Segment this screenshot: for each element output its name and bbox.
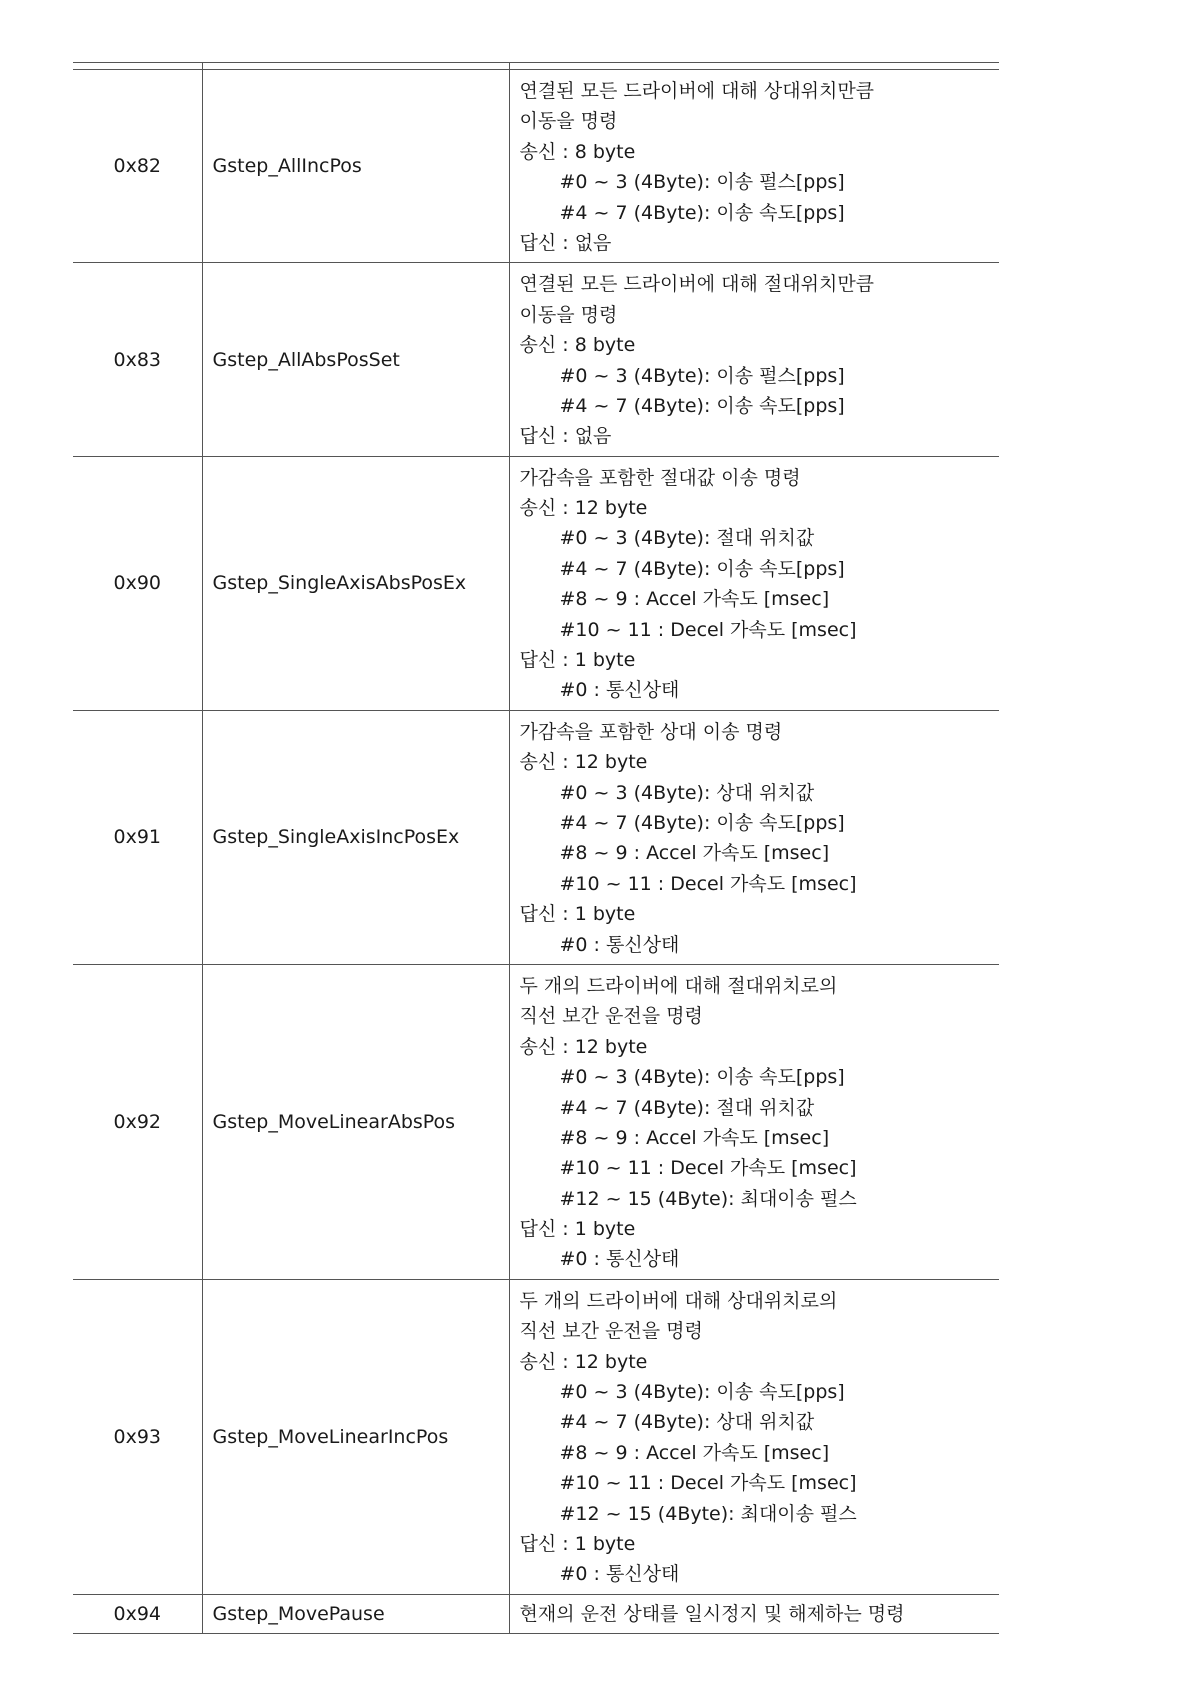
command-code: 0x93 bbox=[73, 1279, 202, 1594]
command-name: Gstep_MoveLinearIncPos bbox=[202, 1279, 509, 1594]
command-name: Gstep_SingleAxisIncPosEx bbox=[202, 710, 509, 964]
table-row bbox=[73, 1279, 999, 1594]
description-line: #12 ~ 15 (4Byte): 최대이송 펄스 bbox=[559, 1502, 857, 1525]
description-line: #10 ~ 11 : Decel 가속도 [msec] bbox=[559, 1472, 857, 1495]
description-line: 송신 : 8 byte bbox=[519, 334, 636, 357]
description-line: 송신 : 12 byte bbox=[519, 751, 648, 774]
command-description bbox=[509, 1594, 999, 1633]
description-line: #8 ~ 9 : Accel 가속도 [msec] bbox=[559, 1126, 830, 1149]
description-line: 연결된 모든 드라이버에 대해 절대위치만큼 bbox=[519, 273, 875, 296]
description-line: #0 ~ 3 (4Byte): 이송 속도[pps] bbox=[559, 1066, 845, 1089]
description-line: #4 ~ 7 (4Byte): 이송 속도[pps] bbox=[559, 394, 845, 417]
command-table-body bbox=[73, 63, 999, 1634]
command-name: Gstep_AllAbsPosSet bbox=[202, 263, 509, 456]
command-table bbox=[73, 62, 999, 1634]
command-name: Gstep_AllIncPos bbox=[202, 70, 509, 263]
description-line: #8 ~ 9 : Accel 가속도 [msec] bbox=[559, 842, 830, 865]
description-line: #0 ~ 3 (4Byte): 이송 펄스[pps] bbox=[559, 171, 845, 194]
command-code: 0x83 bbox=[73, 263, 202, 456]
table-row bbox=[73, 456, 999, 710]
description-line: #0 : 통신상태 bbox=[559, 1248, 680, 1271]
spacer-cell bbox=[202, 63, 509, 70]
table-row bbox=[73, 710, 999, 964]
description-line: 답신 : 1 byte bbox=[519, 649, 636, 672]
description-line: #4 ~ 7 (4Byte): 절대 위치값 bbox=[559, 1096, 815, 1119]
description-line: #10 ~ 11 : Decel 가속도 [msec] bbox=[559, 1157, 857, 1180]
command-name: Gstep_MoveLinearAbsPos bbox=[202, 964, 509, 1279]
description-line: #0 ~ 3 (4Byte): 절대 위치값 bbox=[559, 527, 815, 550]
description-line: 가감속을 포함한 절대값 이송 명령 bbox=[519, 466, 801, 489]
description-line: 두 개의 드라이버에 대해 상대위치로의 bbox=[519, 1289, 838, 1312]
table-row bbox=[73, 964, 999, 1279]
table-row bbox=[73, 70, 999, 263]
command-description bbox=[509, 456, 999, 710]
description-line: 직선 보간 운전을 명령 bbox=[519, 1320, 703, 1343]
description-line: #0 : 통신상태 bbox=[559, 933, 680, 956]
description-line: 답신 : 없음 bbox=[519, 425, 612, 448]
description-line: #8 ~ 9 : Accel 가속도 [msec] bbox=[559, 588, 830, 611]
description-line: #4 ~ 7 (4Byte): 이송 속도[pps] bbox=[559, 811, 845, 834]
command-description bbox=[509, 70, 999, 263]
description-line: #0 ~ 3 (4Byte): 상대 위치값 bbox=[559, 781, 815, 804]
description-line: #4 ~ 7 (4Byte): 이송 속도[pps] bbox=[559, 201, 845, 224]
description-line: #0 ~ 3 (4Byte): 이송 펄스[pps] bbox=[559, 364, 845, 387]
command-code: 0x92 bbox=[73, 964, 202, 1279]
command-description bbox=[509, 263, 999, 456]
description-line: 송신 : 12 byte bbox=[519, 497, 648, 520]
spacer-cell bbox=[73, 63, 202, 70]
command-code: 0x94 bbox=[73, 1594, 202, 1633]
description-line: #10 ~ 11 : Decel 가속도 [msec] bbox=[559, 872, 857, 895]
description-line: 송신 : 12 byte bbox=[519, 1035, 648, 1058]
description-line: 송신 : 12 byte bbox=[519, 1350, 648, 1373]
description-line: 이동을 명령 bbox=[519, 110, 618, 133]
description-line: 두 개의 드라이버에 대해 절대위치로의 bbox=[519, 974, 838, 997]
description-line: #8 ~ 9 : Accel 가속도 [msec] bbox=[559, 1441, 830, 1464]
description-line: 답신 : 1 byte bbox=[519, 903, 636, 926]
command-description bbox=[509, 710, 999, 964]
command-name: Gstep_SingleAxisAbsPosEx bbox=[202, 456, 509, 710]
table-header-spacer-row bbox=[73, 63, 999, 70]
description-line: #4 ~ 7 (4Byte): 이송 속도[pps] bbox=[559, 557, 845, 580]
description-line: 답신 : 1 byte bbox=[519, 1218, 636, 1241]
description-line: 가감속을 포함한 상대 이송 명령 bbox=[519, 720, 783, 743]
command-description bbox=[509, 964, 999, 1279]
description-line: #12 ~ 15 (4Byte): 최대이송 펄스 bbox=[559, 1187, 857, 1210]
description-line: #4 ~ 7 (4Byte): 상대 위치값 bbox=[559, 1411, 815, 1434]
description-line: 연결된 모든 드라이버에 대해 상대위치만큼 bbox=[519, 80, 875, 102]
command-name: Gstep_MovePause bbox=[202, 1594, 509, 1633]
description-line: 답신 : 없음 bbox=[519, 231, 612, 254]
description-line: 현재의 운전 상태를 일시정지 및 해제하는 명령 bbox=[519, 1602, 905, 1625]
description-line: #0 ~ 3 (4Byte): 이송 속도[pps] bbox=[559, 1381, 845, 1404]
description-line: 직선 보간 운전을 명령 bbox=[519, 1005, 703, 1028]
table-row bbox=[73, 1594, 999, 1633]
command-table-page bbox=[73, 62, 999, 1634]
description-line: #0 : 통신상태 bbox=[559, 1563, 680, 1586]
spacer-cell bbox=[509, 63, 999, 70]
command-code: 0x91 bbox=[73, 710, 202, 964]
command-code: 0x90 bbox=[73, 456, 202, 710]
description-line: 송신 : 8 byte bbox=[519, 140, 636, 163]
command-code: 0x82 bbox=[73, 70, 202, 263]
description-line: 답신 : 1 byte bbox=[519, 1532, 636, 1555]
table-row bbox=[73, 263, 999, 456]
command-description bbox=[509, 1279, 999, 1594]
description-line: #10 ~ 11 : Decel 가속도 [msec] bbox=[559, 618, 857, 641]
description-line: #0 : 통신상태 bbox=[559, 679, 680, 702]
description-line: 이동을 명령 bbox=[519, 303, 618, 326]
